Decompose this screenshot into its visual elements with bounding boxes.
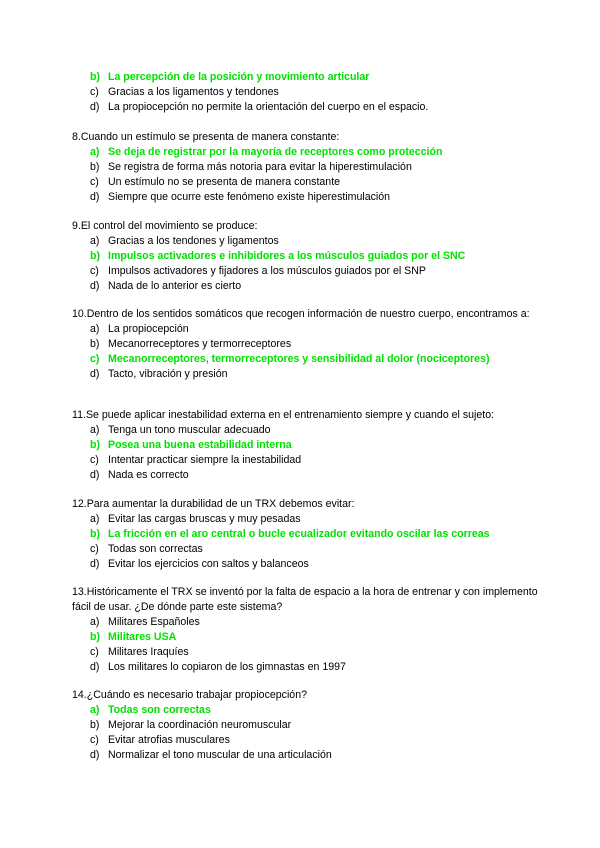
- option-d: d) Nada es correcto: [90, 469, 189, 481]
- option-a: a) Militares Españoles: [90, 616, 200, 628]
- option-d: d) Nada de lo anterior es cierto: [90, 280, 242, 292]
- option-a: a) Evitar las cargas bruscas y muy pesadas: [90, 513, 301, 525]
- question-text: 8.Cuando un estímulo se presenta de manera constante:: [72, 131, 340, 143]
- option-text: Normalizar el tono muscular de una articulación: [108, 749, 332, 761]
- question-text: 9.El control del movimiento se produce:: [72, 220, 258, 232]
- question-9: [72, 219, 542, 294]
- option-a: a) Todas son correctas: [90, 704, 211, 716]
- option-b: b) La fricción en el aro central o bucle ecualizador evitando oscilar las correas: [90, 528, 490, 540]
- option-text: Evitar atrofias musculares: [108, 734, 230, 746]
- option-text: Siempre que ocurre este fenómeno existe hiperestimulación: [108, 191, 391, 203]
- question-text: 12.Para aumentar la durabilidad de un TRX debemos evitar:: [72, 498, 355, 510]
- option-c: c) Impulsos activadores y fijadores a los músculos guiados por el SNP: [90, 265, 426, 277]
- option-text: Se deja de registrar por la mayoría de receptores como protección: [108, 146, 443, 158]
- question-11: [72, 408, 542, 483]
- option-text: Nada es correcto: [108, 469, 189, 481]
- option-text: Posea una buena estabilidad interna: [108, 439, 292, 451]
- question-14: [72, 688, 542, 763]
- option-text: Intentar practicar siempre la inestabilidad: [108, 454, 302, 466]
- option-text: La propiocepción: [108, 323, 189, 335]
- option-b: b) La percepción de la posición y movimiento articular: [90, 71, 370, 83]
- question-8: [72, 130, 542, 205]
- option-b: b) Mejorar la coordinación neuromuscular: [90, 719, 292, 731]
- question-text: 11.Se puede aplicar inestabilidad externa en el entrenamiento siempre y cuando el sujeto:: [72, 409, 495, 421]
- option-text: Se registra de forma más notoria para evitar la hiperestimulación: [108, 161, 412, 173]
- option-text: Gracias a los tendones y ligamentos: [108, 235, 279, 247]
- option-text: Todas son correctas: [108, 543, 203, 555]
- option-d: d) Siempre que ocurre este fenómeno existe hiperestimulación: [90, 191, 391, 203]
- option-d: d) Evitar los ejercicios con saltos y balanceos: [90, 558, 309, 570]
- question-text: 13.Históricamente el TRX se inventó por la falta de espacio a la hora de entrenar y con implemento fácil de usar. ¿De dónde parte este sistema?: [72, 586, 538, 613]
- option-d: d) Normalizar el tono muscular de una articulación: [90, 749, 332, 761]
- question-13: [72, 585, 542, 675]
- option-b: b) Impulsos activadores e inhibidores a los músculos guiados por el SNC: [90, 250, 466, 262]
- option-b: b) Se registra de forma más notoria para evitar la hiperestimulación: [90, 161, 412, 173]
- option-text: Gracias a los ligamentos y tendones: [108, 86, 279, 98]
- option-d: d) Los militares lo copiaron de los gimnastas en 1997: [90, 661, 346, 673]
- option-a: a) Tenga un tono muscular adecuado: [90, 424, 271, 436]
- option-text: Militares USA: [108, 631, 177, 643]
- option-b: b) Posea una buena estabilidad interna: [90, 439, 292, 451]
- option-text: Impulsos activadores y fijadores a los músculos guiados por el SNP: [108, 265, 426, 277]
- option-d: d) Tacto, vibración y presión: [90, 368, 228, 380]
- option-text: La propiocepción no permite la orientación del cuerpo en el espacio.: [108, 101, 429, 113]
- option-text: Evitar las cargas bruscas y muy pesadas: [108, 513, 301, 525]
- option-text: La percepción de la posición y movimiento articular: [108, 71, 370, 83]
- option-c: c) Un estímulo no se presenta de manera constante: [90, 176, 341, 188]
- option-text: Un estímulo no se presenta de manera constante: [108, 176, 341, 188]
- question-10: [72, 307, 542, 382]
- option-text: Mecanorreceptores y termorreceptores: [108, 338, 292, 350]
- option-a: a) Se deja de registrar por la mayoría de receptores como protección: [90, 146, 443, 158]
- option-c: c) Todas son correctas: [90, 543, 203, 555]
- option-c: c) Gracias a los ligamentos y tendones: [90, 86, 279, 98]
- option-text: Tenga un tono muscular adecuado: [108, 424, 271, 436]
- option-a: a) La propiocepción: [90, 323, 189, 335]
- option-text: Mejorar la coordinación neuromuscular: [108, 719, 292, 731]
- option-text: Mecanorreceptores, termorreceptores y sensibilidad al dolor (nociceptores): [108, 353, 490, 365]
- option-text: Nada de lo anterior es cierto: [108, 280, 242, 292]
- option-text: Impulsos activadores e inhibidores a los músculos guiados por el SNC: [108, 250, 466, 262]
- option-text: Militares Iraquíes: [108, 646, 189, 658]
- option-a: a) Gracias a los tendones y ligamentos: [90, 235, 279, 247]
- question-7-continuation: [72, 70, 542, 115]
- option-c: c) Mecanorreceptores, termorreceptores y sensibilidad al dolor (nociceptores): [90, 353, 490, 365]
- question-text: 10.Dentro de los sentidos somáticos que recogen información de nuestro cuerpo, encontramos a:: [72, 308, 530, 320]
- option-b: b) Militares USA: [90, 631, 177, 643]
- option-text: Todas son correctas: [108, 704, 211, 716]
- question-12: [72, 497, 542, 572]
- option-text: Los militares lo copiaron de los gimnastas en 1997: [108, 661, 346, 673]
- option-b: b) Mecanorreceptores y termorreceptores: [90, 338, 292, 350]
- option-text: Tacto, vibración y presión: [108, 368, 228, 380]
- option-c: c) Militares Iraquíes: [90, 646, 189, 658]
- option-c: c) Evitar atrofias musculares: [90, 734, 230, 746]
- option-text: La fricción en el aro central o bucle ecualizador evitando oscilar las correas: [108, 528, 490, 540]
- option-d: d) La propiocepción no permite la orientación del cuerpo en el espacio.: [90, 101, 429, 113]
- option-text: Militares Españoles: [108, 616, 200, 628]
- question-text: 14.¿Cuándo es necesario trabajar propiocepción?: [72, 689, 307, 701]
- option-text: Evitar los ejercicios con saltos y balanceos: [108, 558, 309, 570]
- option-c: c) Intentar practicar siempre la inestabilidad: [90, 454, 302, 466]
